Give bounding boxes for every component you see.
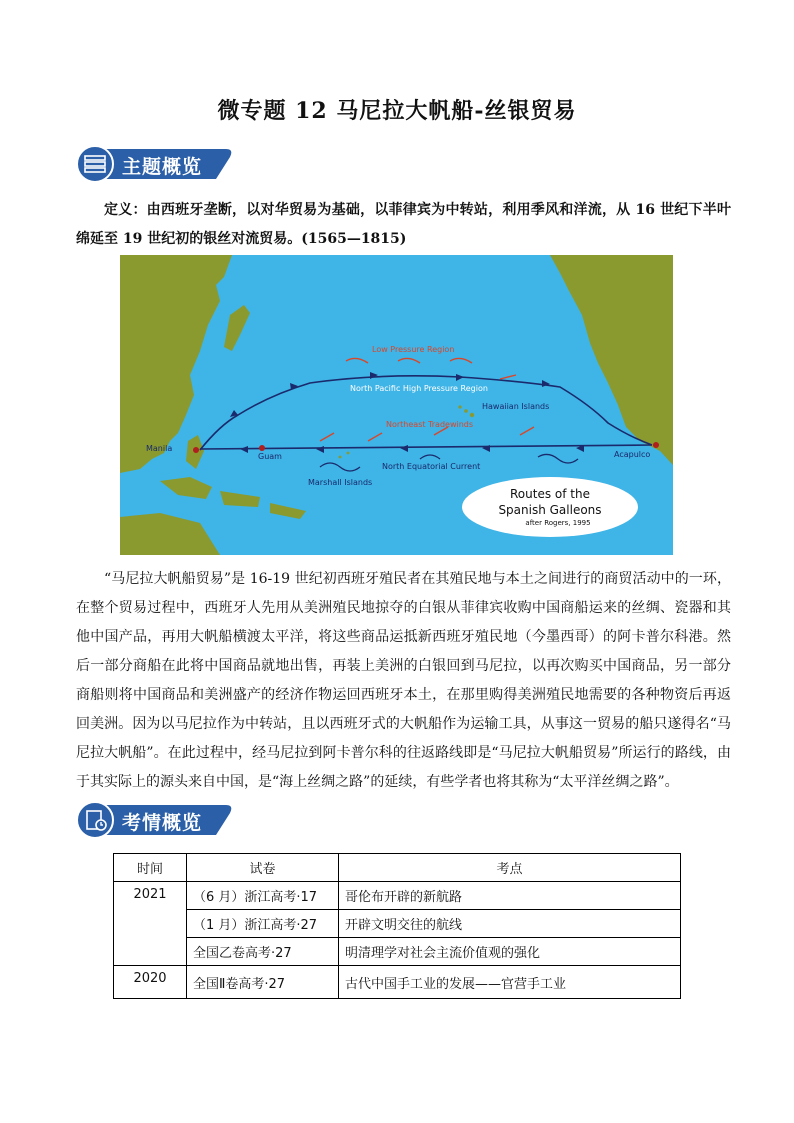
section-banner-exam [76,801,234,839]
label-high-pressure: North Pacific High Pressure Region [350,384,488,393]
header-time: 时间 [114,854,187,882]
page-title: 微专题 12 马尼拉大帆船-丝银贸易 [217,98,577,124]
paper-cell: 全国乙卷高考·27 [187,938,339,966]
point-cell: 古代中国手工业的发展——官营手工业 [339,966,681,999]
label-hawaiian: Hawaiian Islands [482,402,550,411]
legend-line2: Spanish Galleons [498,503,602,517]
label-low-pressure: Low Pressure Region [372,345,455,354]
exam-table [113,853,681,999]
legend-source: after Rogers, 1995 [525,519,591,527]
legend-line1: Routes of the [510,487,590,501]
label-guam: Guam [258,452,282,461]
section-banner-overview [76,145,234,183]
point-cell: 开辟文明交往的航线 [339,910,681,938]
point-cell: 明清理学对社会主流价值观的强化 [339,938,681,966]
table-row [114,938,681,966]
galleon-routes-map [120,255,673,555]
guam-marker [259,445,265,451]
label-tradewinds: Northeast Tradewinds [386,420,474,429]
manila-marker [193,447,199,453]
body-paragraph: “马尼拉大帆船贸易”是 16-19 世纪初西班牙殖民者在其殖民地与本土之间进行的商贸活动中的一环，在整个贸易过程中，西班牙人先用从美洲殖民地掠夺的白银从菲律宾收购中国商船运来的丝绸、瓷器和其他中国产品，再用大帆船横渡太平洋，将这些商品运抵新西班牙殖民地（今墨西哥）的阿卡普尔科港。然后一部分商船在此将中国商品就地出售，再装上美洲的白银回到马尼拉，以再次购买中国商品，另一部分商船则将中国商品和美洲盛产的经济作物运回西班牙本土，在那里购得美洲殖民地需要的各种物资后再返回美洲。因为以马尼拉作为中转站，且以西班牙式的大帆船作为运输工具，从事这一贸易的船只遂得名“马尼拉大帆船”。在此过程中，经马尼拉到阿卡普尔科的往返路线即是“马尼拉大帆船贸易”所运行的路线，由于其实际上的源头来自中国，是“海上丝绸之路”的延续，有些学者也将其称为“太平洋丝绸之路”。 [76,571,731,790]
table-header-row [114,854,681,882]
label-marshall: Marshall Islands [308,478,373,487]
section-title-overview: 主题概览 [122,156,203,178]
definition-text: 定义：由西班牙垄断，以对华贸易为基础，以菲律宾为中转站，利用季风和洋流，从 16 世纪下半叶绵延至 19 世纪初的银丝对流贸易。(1565—1815) [76,202,731,247]
label-acapulco: Acapulco [614,450,651,459]
paper-cell: 全国Ⅱ卷高考·27 [187,966,339,999]
section-title-exam: 考情概览 [122,812,203,834]
label-manila: Manila [146,444,173,453]
year-cell: 2020 [114,966,187,999]
table-row [114,910,681,938]
paper-cell: （6 月）浙江高考·17 [187,882,339,910]
header-point: 考点 [339,854,681,882]
table-row [114,882,681,910]
point-cell: 哥伦布开辟的新航路 [339,882,681,910]
table-row [114,966,681,999]
label-equatorial: North Equatorial Current [382,462,481,471]
year-cell: 2021 [114,882,187,966]
acapulco-marker [653,442,659,448]
header-paper: 试卷 [187,854,339,882]
paper-cell: （1 月）浙江高考·27 [187,910,339,938]
